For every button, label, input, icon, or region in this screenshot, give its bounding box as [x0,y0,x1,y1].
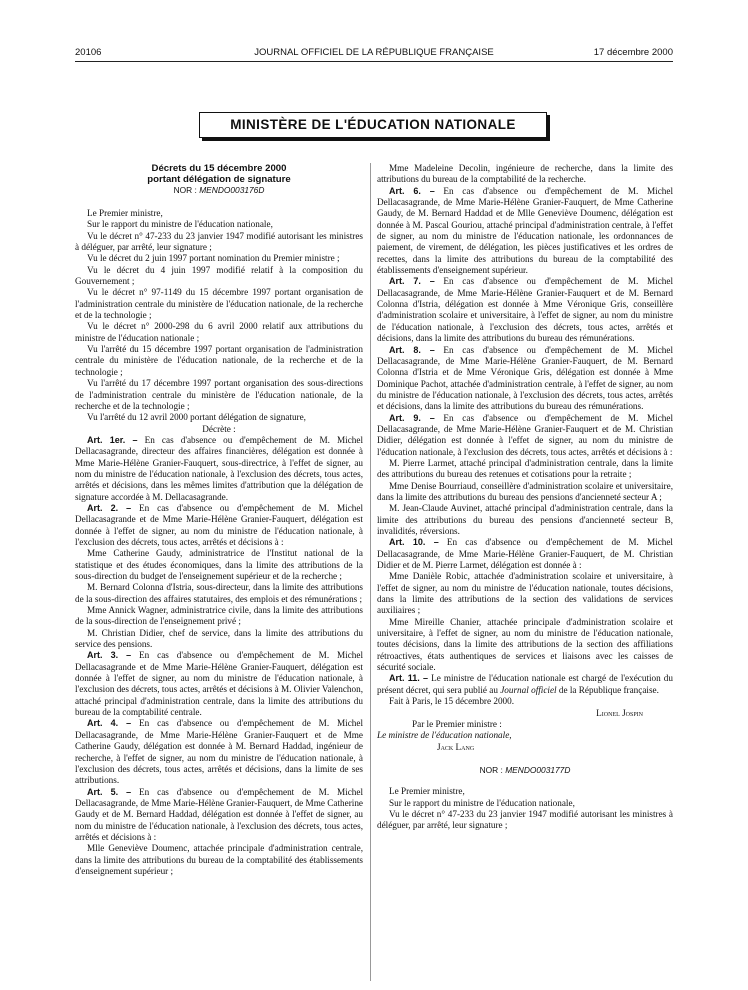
intro-paragraph: Vu le décret n° 47-233 du 23 janvier 1947 modifié autorisant les ministres à déléguer, par arrêté, leur signature ; [377,808,673,831]
article-label: Art. 5. – [87,786,132,797]
minister-title: Le ministre de l'éducation nationale, [377,730,512,741]
article-label: Art. 3. – [87,650,132,661]
nor-code: MENDO003177D [505,764,571,775]
article-1 [75,435,363,503]
article-label: Art. 4. – [87,718,132,729]
article-3 [75,650,363,718]
article-6 [377,186,673,277]
left-column [75,163,363,877]
list-item: Mme Mireille Chanier, attachée principale d'administration scolaire et universitaire, à l'effet de signer, au nom du ministre de l'éducation nationale, toutes décisions, dans la limite des attributions de la section des affiliations rétroactives, états authentiques de services et liaisons avec les caisses de sécurité sociale. [377,616,673,673]
list-item: M. Pierre Larmet, attaché principal d'administration centrale, dans la limite des attributions du bureau des retenues et cotisations pour la retraite ; [377,457,673,480]
signatory-name: Lionel Jospin [596,707,643,718]
column-divider [370,163,371,981]
article-text: de la République française. [556,684,659,695]
intro-paragraph: Sur le rapport du ministre de l'éducation nationale, [87,219,273,230]
issue-date: 17 décembre 2000 [593,47,673,58]
article-4 [75,718,363,786]
intro-paragraph: Le Premier ministre, [87,208,163,218]
article-5 [75,787,363,844]
decrete-heading: Décrète : [202,423,236,434]
article-text: En cas d'absence ou d'empêchement de M. Michel Dellacasagrande, de Mme Marie-Hélène Granier-Fauquert, de M. Christian Didier et de M. Pierre Larmet, délégation est donnée à : [377,537,673,571]
article-text: En cas d'absence ou d'empêchement de M. Michel Dellacasagrande, de Mme Marie-Hélène Granier-Fauquert et de M. Christian Didier, délégation est donnée à l'effet de signer, au nom du ministre de l'éducation nationale, à l'exclusion des décrets, tous actes, arrêtés et décisions à : [377,412,674,457]
article-10 [377,537,673,571]
list-item: Mme Danièle Robic, attachée d'administration scolaire et universitaire, à l'effet de signer, au nom du ministre de l'éducation nationale, toutes décisions, dans la limite des attributions de la section des validations de services auxiliaires ; [377,571,673,616]
list-item: Mme Madeleine Decolin, ingénieure de recherche, dans la limite des attributions du bureau de la comptabilité de la recherche. [377,163,673,185]
list-item: Mme Denise Bourriaud, conseillère d'administration scolaire et universitaire, dans la limite des attributions du bureau des pensions d'ancienneté secteur A ; [377,480,673,502]
article-8 [377,345,673,413]
minister-name: Jack Lang [437,741,475,752]
intro-paragraph: Vu le décret du 2 juin 1997 portant nomination du Premier ministre ; [87,253,340,264]
article-label: Art. 2. – [87,502,132,513]
header-rule [75,61,673,62]
list-item: Mlle Geneviève Doumenc, attachée principale d'administration centrale, dans la limite des attributions du bureau de la comptabilité des établissements d'enseignement supérieur ; [75,843,363,876]
article-text: En cas d'absence ou d'empêchement de M. Michel Dellacasagrande, de Mme Marie-Hélène Granier-Fauquert et de Mme Catherine Gaudy, délégation est donnée à M. Bernard Haddad, ingénieur de recherche, à l'effet de signer, au nom du ministre de l'éducation nationale, à l'exclusion des décrets, tous actes, arrêtés et décisions, dans la limite de ses attributions. [75,718,364,786]
list-item: M. Jean-Claude Auvinet, attaché principal d'administration centrale, dans la limite des attributions du bureau des pensions d'ancienneté secteur B, invalidités, réversions. [377,503,673,536]
article-text: En cas d'absence ou d'empêchement de M. Michel Dellacasagrande, de Mme Marie-Hélène Granier-Fauquert, de Mme Catherine Gaudy, de M. Bernard Haddad et de Mlle Geneviève Doumenc, délégation est donnée à M. Pascal Gouriou, attaché principal d'administration centrale, à l'effet de signer, au nom du ministre de l'éducation nationale, les ordonnances de paiement, de virement, de délégation, les pièces justificatives et les ordres de recettes, dans la limite des attributions du bureau de la comptabilité des établissements d'enseignement supérieur. [377,185,674,276]
article-text: En cas d'absence ou d'empêchement de M. Michel Dellacasagrande et de Mme Marie-Hélène Granier-Fauquert, délégation est donnée à l'effet de signer, au nom du ministre de l'éducation nationale, à l'exclusion des décrets, tous actes, arrêtés et décisions à : [75,502,364,547]
intro-paragraph: Vu l'arrêté du 15 décembre 1997 portant organisation de l'administration centrale du ministère de l'éducation nationale, de la recherche et de la technologie ; [75,344,363,377]
intro-paragraph: Vu l'arrêté du 12 avril 2000 portant délégation de signature, [87,412,306,423]
article-label: Art. 9. – [389,412,435,423]
article-label: Art. 7. – [389,276,435,287]
nor-reference [75,185,363,196]
intro-paragraph: Vu le décret n° 97-1149 du 15 décembre 1997 portant organisation de l'administration centrale du ministère de l'éducation nationale, de la recherche et de la technologie ; [75,287,363,321]
list-item: M. Bernard Colonna d'Istria, sous-directeur, dans la limite des attributions de la sous-direction des affaires statutaires, des emplois et des rémunérations ; [75,582,363,604]
intro-paragraph: Vu l'arrêté du 17 décembre 1997 portant organisation des sous-directions de l'administration centrale du ministère de l'éducation nationale, de la recherche et de la technologie ; [75,378,363,411]
right-column [377,163,673,832]
intro-paragraph: Vu le décret n° 47-233 du 23 janvier 1947 modifié autorisant les ministres à déléguer, par arrêté, leur signature ; [75,230,363,253]
nor-code: MENDO003176D [199,185,265,195]
signature-date: Fait à Paris, le 15 décembre 2000. [389,696,515,707]
article-label: Art. 11. – [389,673,429,684]
list-item: M. Christian Didier, chef de service, dans la limite des attributions du service des pensions. [75,627,363,650]
intro-paragraph: Le Premier ministre, [389,786,465,797]
intro-paragraph: Vu le décret n° 2000-298 du 6 avril 2000 relatif aux attributions du ministre de l'éducation nationale ; [75,321,363,343]
article-text: En cas d'absence ou d'empêchement de M. Michel Dellacasagrande, de Mme Marie-Hélène Granier-Fauquert, de M. Bernard Colonna d'Istria et de Mme Véronique Gris, délégation est donnée à Mme Dominique Pachot, attachée d'administration centrale, à l'effet de signer, au nom du ministre de l'éducation nationale, à l'exclusion des décrets, tous actes, arrêtés et décisions, dans la limite des attributions du bureau des rémunérations. [377,344,674,412]
nor-reference-2 [377,765,673,776]
article-text: En cas d'absence ou d'empêchement de M. Michel Dellacasagrande et de Mme Marie-Hélène Granier-Fauquert, délégation est donnée à l'effet de signer, au nom du ministre de l'éducation nationale, à l'exclusion des décrets, tous actes, arrêtés et décisions à M. Olivier Valenchon, attaché principal d'administration centrale, dans la limite des attributions du bureau de la comptabilité centrale. [75,650,364,718]
nor-label: NOR : [173,185,200,195]
article-text: Le ministre de l'éducation nationale est chargé de l'exécution du présent décret, qui sera publié au [377,673,673,695]
journal-title: JOURNAL OFFICIEL DE LA RÉPUBLIQUE FRANÇAISE [254,47,494,58]
article-11 [377,673,673,696]
article-label: Art. 10. – [389,537,439,548]
article-label: Art. 1er. – [87,434,138,445]
article-label: Art. 8. – [389,344,435,355]
nor-label: NOR : [479,764,506,775]
article-7 [377,276,673,344]
article-text: En cas d'absence ou d'empêchement de M. Michel Dellacasagrande, directeur des affaires financières, délégation est donnée à Mme Marie-Hélène Granier-Fauquert, sous-directrice, à l'effet de signer, au nom du ministre de l'éducation nationale, à l'exclusion des décrets, tous actes, arrêtés et décisions, dans les mêmes limites d'attribution que la délégation de signature accordée à M. Dellacasagrande. [75,434,364,502]
par-premier-ministre: Par le Premier ministre : [412,718,502,729]
article-text: En cas d'absence ou d'empêchement de M. Michel Dellacasagrande, de Mme Marie-Hélène Granier-Fauquert et de M. Bernard Colonna d'Istria, délégation est donnée à Mme Véronique Gris, conseillère d'administration scolaire et universitaire, à l'effet de signer, au nom du ministre de l'éducation nationale, à l'exclusion des décrets, tous actes, arrêtés et décisions, dans la limite des attributions du bureau des rémunérations. [377,276,674,344]
list-item: Mme Annick Wagner, administratrice civile, dans la limite des attributions de la sous-direction de l'enseignement privé ; [75,605,363,627]
journal-officiel-ref: Journal officiel [500,684,557,695]
article-label: Art. 6. – [389,185,435,196]
page-header [75,47,673,61]
ministry-heading: MINISTÈRE DE L'ÉDUCATION NATIONALE [199,112,547,138]
article-2 [75,503,363,548]
intro-paragraph: Sur le rapport du ministre de l'éducation nationale, [389,797,575,808]
page-number: 20106 [75,47,102,58]
article-text: En cas d'absence ou d'empêchement de M. Michel Dellacasagrande, de Mme Marie-Hélène Granier-Fauquert, de Mme Catherine Gaudy et de M. Bernard Haddad, délégation est donnée à l'effet de signer, au nom du ministre de l'éducation nationale, à l'exclusion des décrets, tous actes, arrêtés et décisions à : [75,786,364,842]
decree-title [75,163,363,185]
list-item: Mme Catherine Gaudy, administratrice de l'Institut national de la statistique et des études économiques, dans la limite des attributions de la sous-direction du budget de l'enseignement supérieur et de la recherche ; [75,548,363,581]
article-9 [377,413,673,458]
decree-title-line1: Décrets du 15 décembre 2000 [151,163,287,174]
decree-title-line2: portant délégation de signature [147,174,291,185]
intro-paragraph: Vu le décret du 4 juin 1997 modifié relatif à la composition du Gouvernement ; [75,264,363,287]
